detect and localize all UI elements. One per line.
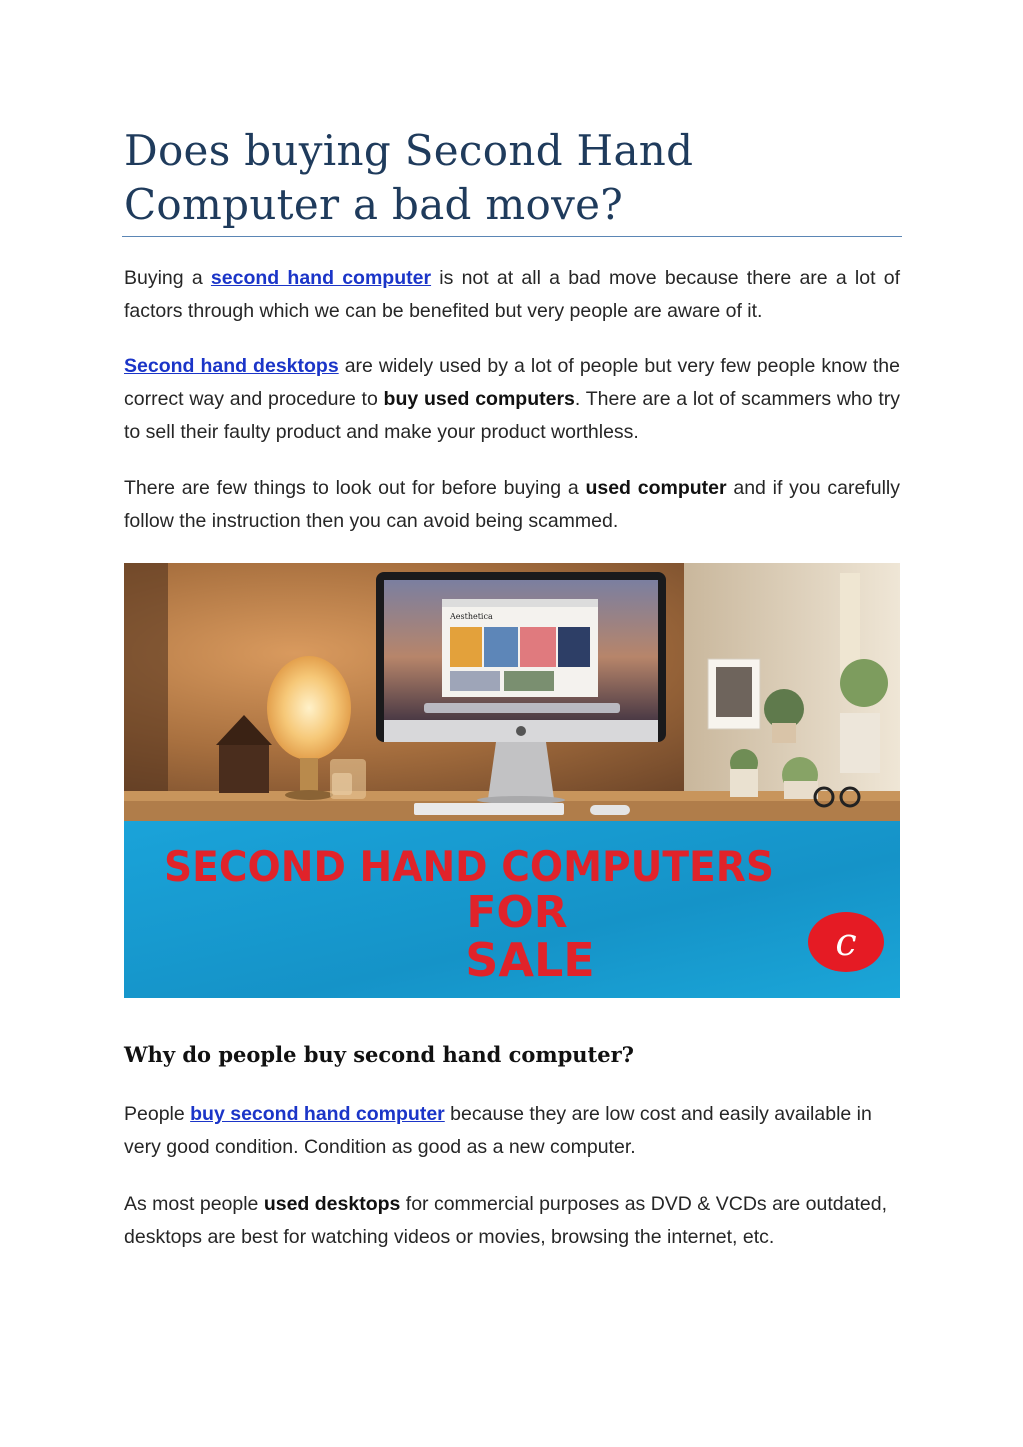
- banner-line-1: SECOND HAND COMPUTERS: [164, 842, 774, 891]
- second-hand-desktops-link[interactable]: Second hand desktops: [124, 355, 339, 377]
- used-computer-bold: used computer: [585, 477, 727, 499]
- intro-paragraph: [124, 262, 900, 328]
- buy-used-computers-bold: buy used computers: [383, 388, 575, 410]
- title-underline: [122, 236, 902, 237]
- sale-banner: [124, 821, 900, 998]
- p5-pre-text: As most people: [124, 1193, 264, 1215]
- p3-post-text: and if you carefully follow the instruction then you can avoid being scammed.: [124, 477, 900, 532]
- banner-line-3: SALE: [465, 933, 595, 987]
- desktops-paragraph: [124, 350, 900, 449]
- screen-app-title: Aesthetica: [450, 612, 493, 621]
- p2-mid-text: are widely used by a lot of people but very few people know the correct way and procedure to: [124, 355, 900, 410]
- desk-photo: [124, 563, 900, 821]
- why-paragraph: [124, 1098, 900, 1164]
- p4-pre-text: People: [124, 1103, 191, 1125]
- p1-post-text: is not at all a bad move because there are a lot of factors through which we can be benefited but very people are aware of it.: [124, 267, 901, 322]
- p4-post-text: because they are low cost and easily available in very good condition. Condition as good as a new computer.: [124, 1103, 872, 1158]
- brand-logo-letter: c: [835, 920, 857, 964]
- used-desktops-bold: used desktops: [263, 1193, 401, 1215]
- banner-line-2: FOR: [466, 887, 568, 938]
- section-heading: Why do people buy second hand computer?: [124, 1042, 634, 1067]
- p3-pre-text: There are few things to look out for before buying a: [124, 477, 586, 499]
- p2-post-text: . There are a lot of scammers who try to sell their faulty product and make your product worthless.: [124, 388, 900, 443]
- desktops-usage-paragraph: [124, 1188, 900, 1254]
- p1-pre-text: Buying a: [124, 267, 211, 289]
- second-hand-computer-link[interactable]: second hand computer: [210, 267, 432, 289]
- hero-image: [124, 563, 900, 998]
- p5-post-text: for commercial purposes as DVD & VCDs are outdated, desktops are best for watching videos or movies, browsing the internet, etc.: [124, 1193, 887, 1248]
- page-title: Does buying Second Hand Computer a bad move?: [124, 126, 694, 229]
- buy-second-hand-computer-link[interactable]: buy second hand computer: [190, 1103, 445, 1125]
- lookout-paragraph: [124, 472, 900, 538]
